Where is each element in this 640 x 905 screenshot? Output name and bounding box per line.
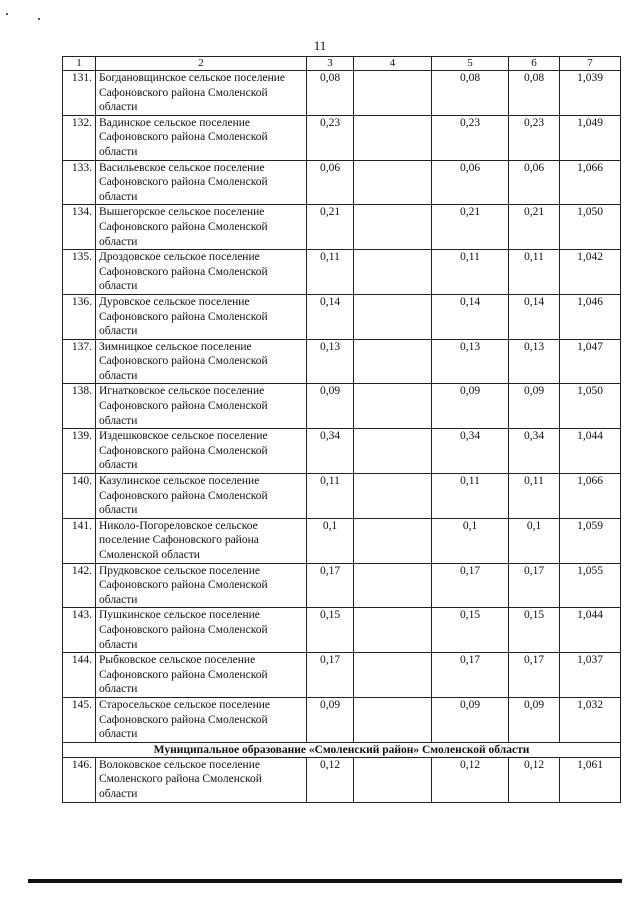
table-row: [63, 563, 621, 608]
column-number-row: [63, 57, 621, 71]
settlement-name: Николо-Погореловское сельское поселение Сафоновского района Смоленской области: [96, 518, 307, 563]
value-col5: 0,12: [432, 757, 509, 802]
value-col6: 0,09: [509, 697, 560, 742]
value-col4: [354, 250, 432, 295]
page-number: 11: [313, 38, 327, 53]
value-col4: [354, 429, 432, 474]
value-col3: 0,34: [307, 429, 354, 474]
table-row: [63, 160, 621, 205]
value-col6: 0,15: [509, 608, 560, 653]
value-col7: 1,061: [560, 757, 621, 802]
value-col7: 1,050: [560, 205, 621, 250]
value-col3: 0,21: [307, 205, 354, 250]
value-col4: [354, 160, 432, 205]
row-number: 131.: [63, 71, 96, 116]
table-row: [63, 518, 621, 563]
value-col7: 1,032: [560, 697, 621, 742]
value-col3: 0,06: [307, 160, 354, 205]
settlement-name: Вышегорское сельское поселение Сафоновского района Смоленской области: [96, 205, 307, 250]
row-number: 135.: [63, 250, 96, 295]
table-row: [63, 71, 621, 116]
row-number: 137.: [63, 339, 96, 384]
table-row: [63, 250, 621, 295]
column-header: 2: [96, 57, 307, 71]
row-number: 132.: [63, 115, 96, 160]
value-col7: 1,039: [560, 71, 621, 116]
value-col6: 0,06: [509, 160, 560, 205]
settlement-name: Васильевское сельское поселение Сафоновского района Смоленской области: [96, 160, 307, 205]
value-col6: 0,11: [509, 250, 560, 295]
value-col7: 1,044: [560, 608, 621, 653]
value-col6: 0,21: [509, 205, 560, 250]
column-header: 1: [63, 57, 96, 71]
value-col4: [354, 384, 432, 429]
row-number: 141.: [63, 518, 96, 563]
value-col7: 1,066: [560, 160, 621, 205]
section-row: [63, 742, 621, 757]
table-row: [63, 429, 621, 474]
value-col4: [354, 474, 432, 519]
value-col3: 0,11: [307, 250, 354, 295]
settlement-name: Пушкинское сельское поселение Сафоновского района Смоленской области: [96, 608, 307, 653]
scan-speck: [6, 13, 8, 15]
table-row: [63, 339, 621, 384]
value-col5: 0,17: [432, 653, 509, 698]
column-header: 6: [509, 57, 560, 71]
section-heading: Муниципальное образование «Смоленский район» Смоленской области: [63, 742, 621, 757]
value-col4: [354, 608, 432, 653]
value-col5: 0,17: [432, 563, 509, 608]
value-col6: 0,34: [509, 429, 560, 474]
value-col6: 0,13: [509, 339, 560, 384]
value-col3: 0,17: [307, 563, 354, 608]
value-col5: 0,13: [432, 339, 509, 384]
value-col6: 0,12: [509, 757, 560, 802]
settlement-name: Старосельское сельское поселение Сафоновского района Смоленской области: [96, 697, 307, 742]
table-row: [63, 608, 621, 653]
column-header: 5: [432, 57, 509, 71]
value-col4: [354, 757, 432, 802]
row-number: 133.: [63, 160, 96, 205]
value-col7: 1,055: [560, 563, 621, 608]
settlement-name: Издешковское сельское поселение Сафоновского района Смоленской области: [96, 429, 307, 474]
value-col7: 1,044: [560, 429, 621, 474]
table-row: [63, 294, 621, 339]
row-number: 143.: [63, 608, 96, 653]
column-header: 3: [307, 57, 354, 71]
row-number: 138.: [63, 384, 96, 429]
table-row: [63, 115, 621, 160]
value-col4: [354, 653, 432, 698]
value-col3: 0,13: [307, 339, 354, 384]
value-col5: 0,15: [432, 608, 509, 653]
row-number: 139.: [63, 429, 96, 474]
value-col3: 0,09: [307, 697, 354, 742]
settlement-name: Рыбковское сельское поселение Сафоновского района Смоленской области: [96, 653, 307, 698]
value-col4: [354, 294, 432, 339]
settlement-name: Казулинское сельское поселение Сафоновского района Смоленской области: [96, 474, 307, 519]
scan-speck: [38, 18, 40, 20]
row-number: 142.: [63, 563, 96, 608]
value-col4: [354, 115, 432, 160]
table-row: [63, 697, 621, 742]
value-col4: [354, 697, 432, 742]
settlement-name: Богдановщинское сельское поселение Сафоновского района Смоленской области: [96, 71, 307, 116]
value-col6: 0,11: [509, 474, 560, 519]
value-col5: 0,11: [432, 474, 509, 519]
value-col6: 0,23: [509, 115, 560, 160]
row-number: 146.: [63, 757, 96, 802]
value-col3: 0,11: [307, 474, 354, 519]
value-col4: [354, 518, 432, 563]
table-row: [63, 757, 621, 802]
value-col5: 0,23: [432, 115, 509, 160]
value-col5: 0,09: [432, 384, 509, 429]
column-header: 7: [560, 57, 621, 71]
row-number: 144.: [63, 653, 96, 698]
value-col4: [354, 71, 432, 116]
value-col6: 0,14: [509, 294, 560, 339]
value-col7: 1,046: [560, 294, 621, 339]
value-col6: 0,17: [509, 563, 560, 608]
settlement-name: Прудковское сельское поселение Сафоновского района Смоленской области: [96, 563, 307, 608]
value-col5: 0,1: [432, 518, 509, 563]
value-col4: [354, 205, 432, 250]
value-col6: 0,1: [509, 518, 560, 563]
value-col3: 0,08: [307, 71, 354, 116]
data-table: [62, 56, 621, 803]
value-col5: 0,09: [432, 697, 509, 742]
value-col7: 1,050: [560, 384, 621, 429]
value-col3: 0,1: [307, 518, 354, 563]
settlement-name: Игнатковское сельское поселение Сафоновского района Смоленской области: [96, 384, 307, 429]
value-col7: 1,066: [560, 474, 621, 519]
value-col6: 0,09: [509, 384, 560, 429]
value-col6: 0,17: [509, 653, 560, 698]
settlement-name: Зимницкое сельское поселение Сафоновского района Смоленской области: [96, 339, 307, 384]
value-col7: 1,047: [560, 339, 621, 384]
value-col5: 0,06: [432, 160, 509, 205]
value-col4: [354, 339, 432, 384]
bottom-rule: [28, 879, 622, 883]
column-header: 4: [354, 57, 432, 71]
value-col4: [354, 563, 432, 608]
table-row: [63, 205, 621, 250]
value-col5: 0,11: [432, 250, 509, 295]
value-col3: 0,09: [307, 384, 354, 429]
row-number: 134.: [63, 205, 96, 250]
value-col3: 0,23: [307, 115, 354, 160]
settlement-name: Дуровское сельское поселение Сафоновского района Смоленской области: [96, 294, 307, 339]
value-col5: 0,34: [432, 429, 509, 474]
table-row: [63, 653, 621, 698]
value-col6: 0,08: [509, 71, 560, 116]
value-col3: 0,15: [307, 608, 354, 653]
value-col7: 1,059: [560, 518, 621, 563]
value-col3: 0,14: [307, 294, 354, 339]
row-number: 140.: [63, 474, 96, 519]
value-col7: 1,049: [560, 115, 621, 160]
value-col3: 0,17: [307, 653, 354, 698]
table-row: [63, 384, 621, 429]
value-col3: 0,12: [307, 757, 354, 802]
value-col7: 1,037: [560, 653, 621, 698]
value-col5: 0,08: [432, 71, 509, 116]
settlement-name: Дроздовское сельское поселение Сафоновского района Смоленской области: [96, 250, 307, 295]
settlement-name: Вадинское сельское поселение Сафоновского района Смоленской области: [96, 115, 307, 160]
table-row: [63, 474, 621, 519]
value-col5: 0,14: [432, 294, 509, 339]
value-col5: 0,21: [432, 205, 509, 250]
row-number: 136.: [63, 294, 96, 339]
settlement-name: Волоковское сельское поселение Смоленского района Смоленской области: [96, 757, 307, 802]
value-col7: 1,042: [560, 250, 621, 295]
table-body: [63, 57, 621, 803]
row-number: 145.: [63, 697, 96, 742]
